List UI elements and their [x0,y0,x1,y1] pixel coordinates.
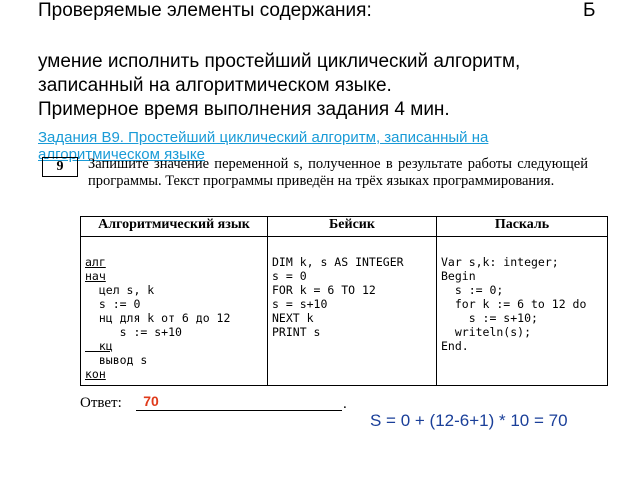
code-line: s = s+10 [272,297,328,311]
code-line: NEXT k [272,311,314,325]
code-line: End. [441,339,469,353]
task-text: Запишите значение переменной s, полученное в результате работы следующей программы. Текст программы приведён на трёх языках программирования. [88,156,588,189]
header-basic: Бейсик [268,217,437,237]
code-line: алг [85,255,106,269]
code-line: DIM k, s AS INTEGER [272,255,404,269]
code-basic [268,237,437,386]
header-pascal: Паскаль [437,217,608,237]
task-number: 9 [42,157,78,177]
code-line: Var s,k: integer; [441,255,559,269]
code-line: кон [85,367,106,381]
code-line: нц для k от 6 до 12 [85,311,231,325]
code-line: for k := 6 to 12 do [441,297,587,311]
code-line: s = 0 [272,269,307,283]
code-pascal [437,237,608,386]
header-line-1: умение исполнить простейший циклический алгоритм, [38,51,521,72]
answer-value: 70 [136,394,166,409]
tasks-b9-link[interactable]: Задания В9. Простейший циклический алгоритм, записанный на алгоритмическом языке [38,129,489,163]
solution-formula: S = 0 + (12-6+1) * 10 = 70 [370,411,568,430]
answer-label: Ответ: [80,395,122,411]
code-line: FOR k = 6 TO 12 [272,283,376,297]
answer-dot: . [343,396,347,412]
code-line: цел s, k [85,283,155,297]
header-line-2: записанный на алгоритмическом языке. [38,75,392,96]
program-table [80,216,608,386]
code-line: PRINT s [272,325,321,339]
code-line: s := 0; [441,283,504,297]
code-line: s := 0 [85,297,141,311]
code-line: Begin [441,269,476,283]
code-line: s := s+10 [85,325,182,339]
header-algorithmic: Алгоритмический язык [81,217,268,237]
code-line: writeln(s); [441,325,532,339]
header-title-right: Б [583,0,596,21]
code-line: s := s+10; [441,311,538,325]
answer-line [136,410,342,411]
code-line: нач [85,269,106,283]
header-line-3: Примерное время выполнения задания 4 мин. [38,99,450,120]
code-line: кц [85,339,113,353]
code-line: вывод s [85,353,148,367]
header-title: Проверяемые элементы содержания: [38,0,372,21]
code-algorithmic [81,237,268,386]
